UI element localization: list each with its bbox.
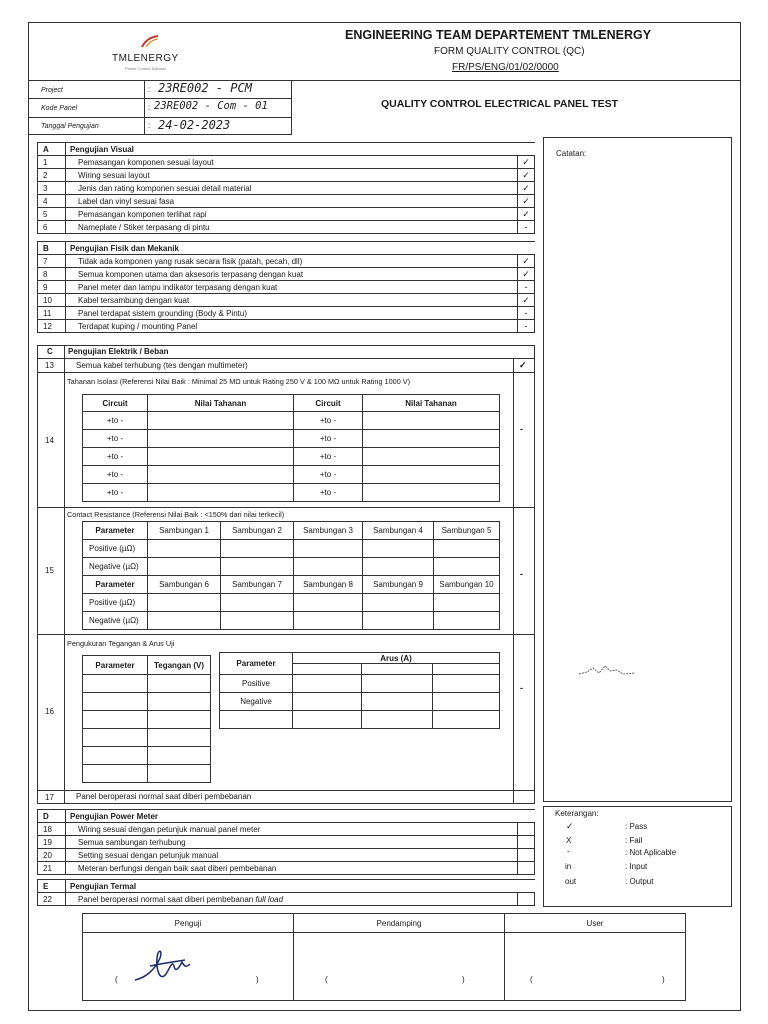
section-letter: D — [38, 810, 66, 823]
legend-symbol: in — [565, 862, 572, 871]
section-letter: A — [38, 143, 66, 156]
item-number: 14 — [45, 436, 54, 445]
section-letter: C — [47, 347, 53, 356]
table-row: 6 Nameplate / Stiker terpasang di pintu - — [38, 221, 535, 234]
table-row: 8 Semua komponen utama dan aksesoris terpasang dengan kuat ✓ — [38, 268, 535, 281]
check-mark: - — [520, 569, 523, 579]
table-row: 2 Wiring sesuai layout ✓ — [38, 169, 535, 182]
item-text: Semua kabel terhubung (tes dengan multimeter) — [76, 361, 248, 370]
logo-tagline: Power Control Solution — [125, 66, 166, 71]
check-mark: ✓ — [519, 360, 527, 370]
table-row: 1 Pemasangan komponen sesuai layout ✓ — [38, 156, 535, 169]
legend-desc: : Output — [625, 877, 654, 886]
check-mark: ✓ — [518, 255, 535, 268]
form-title: FORM QUALITY CONTROL (QC) — [434, 46, 585, 57]
scribble-mark — [577, 658, 637, 685]
check-mark: - — [518, 307, 535, 320]
legend-symbol: out — [565, 877, 577, 886]
paren-open: ( — [115, 975, 118, 984]
signature-penguji — [130, 940, 210, 993]
item-number: 17 — [45, 793, 54, 802]
table-row: 11 Panel terdapat sistem grounding (Body & Pintu) - — [38, 307, 535, 320]
table-row: +to - +to - — [83, 430, 500, 448]
form-code: FR/PS/ENG/01/02/0000 — [452, 62, 559, 73]
section-d-table — [37, 809, 535, 875]
date-label: Tanggal Pengujian — [41, 123, 99, 130]
item-number: 13 — [45, 361, 54, 370]
item-number: 15 — [45, 566, 54, 575]
table-row: +to - +to - — [83, 412, 500, 430]
legend-symbol: X — [566, 836, 572, 845]
table-row: +to - +to - — [83, 484, 500, 502]
check-mark: ✓ — [518, 294, 535, 307]
item-text: Panel beroperasi normal saat diberi pembebanan — [76, 792, 252, 801]
table-row: 20 Setting sesuai dengan petunjuk manual — [38, 849, 535, 862]
table-row: +to - +to - — [83, 448, 500, 466]
check-mark: - — [520, 683, 523, 693]
section-title: Pengujian Visual — [66, 143, 535, 156]
catatan-label: Catatan: — [556, 149, 587, 158]
pendamping-label: Pendamping — [294, 914, 505, 933]
item-number: 16 — [45, 707, 54, 716]
paren-close: ) — [662, 975, 665, 984]
table-row: Positive — [220, 675, 500, 693]
section-title: Pengujian Termal — [66, 880, 535, 893]
item-title: Contact Resistance (Referensi Nilai Baik : <150% dari nilai terkecil) — [67, 510, 285, 519]
table-row: Negative (µΩ) — [83, 558, 500, 576]
item-title: Tahanan Isolasi (Referensi Nilai Baik : Minimal 25 MΩ untuk Rating 250 V & 100 MΩ untuk Rating 1000 V) — [67, 377, 411, 386]
catatan-box — [543, 137, 732, 802]
table-row: 4 Label dan vinyl sesuai fasa ✓ — [38, 195, 535, 208]
section-a-header — [38, 143, 535, 156]
check-mark: ✓ — [518, 169, 535, 182]
table-row: 21 Meteran berfungsi dengan baik saat diberi pembebanan — [38, 862, 535, 875]
item-title: Pengukuran Tegangan & Arus Uji — [67, 639, 175, 648]
check-mark: - — [518, 320, 535, 333]
info-colon: : — [148, 121, 151, 130]
check-mark: - — [520, 424, 523, 434]
table-row: Negative — [220, 693, 500, 711]
table-row: 3 Jenis dan rating komponen sesuai detail material ✓ — [38, 182, 535, 195]
section-a-table — [37, 142, 535, 234]
paren-close: ) — [256, 975, 259, 984]
legend-symbol: - — [567, 847, 570, 856]
keterangan-title: Keterangan: — [555, 809, 599, 818]
paren-open: ( — [325, 975, 328, 984]
table-header: Parameter Sambungan 6 Sambungan 7 Sambungan 8 Sambungan 9 Sambungan 10 — [83, 576, 500, 594]
check-mark: - — [518, 221, 535, 234]
voltage-table — [82, 655, 211, 783]
section-b-table — [37, 241, 535, 333]
section-d-header — [38, 810, 535, 823]
paren-close: ) — [462, 975, 465, 984]
date-value: 24-02-2023 — [158, 118, 231, 132]
table-header: Parameter Tegangan (V) — [83, 656, 211, 675]
legend-symbol: ✓ — [566, 821, 574, 831]
info-colon: : — [148, 85, 151, 94]
panel-label: Kode Panel — [41, 105, 78, 112]
legend-desc: : Not Aplicable — [625, 848, 677, 857]
check-mark: ✓ — [518, 208, 535, 221]
contact-resistance-table — [82, 521, 500, 630]
legend-desc: : Pass — [625, 822, 648, 831]
section-title: Pengujian Power Meter — [66, 810, 535, 823]
check-mark: ✓ — [518, 156, 535, 169]
legend-desc: : Fail — [625, 836, 643, 845]
table-row: 10 Kabel tersambung dengan kuat ✓ — [38, 294, 535, 307]
doc-title: QUALITY CONTROL ELECTRICAL PANEL TEST — [381, 98, 619, 110]
table-header: Circuit Nilai Tahanan Circuit Nilai Tahanan — [83, 395, 500, 412]
check-mark: - — [518, 281, 535, 294]
check-mark: ✓ — [518, 182, 535, 195]
insulation-table — [82, 394, 500, 502]
project-value: 23RE002 - PCM — [158, 81, 252, 95]
section-e-table — [37, 879, 535, 906]
table-row: 19 Semua sambungan terhubung — [38, 836, 535, 849]
check-mark: ✓ — [518, 195, 535, 208]
table-header — [83, 914, 686, 933]
legend-desc: : Input — [625, 862, 648, 871]
user-label: User — [505, 914, 686, 933]
logo-brand: TMLENERGY — [112, 53, 179, 64]
table-row: Negative (µΩ) — [83, 612, 500, 630]
table-row: 18 Wiring sesuai dengan petunjuk manual panel meter — [38, 823, 535, 836]
table-row: 9 Panel meter dan lampu indikator terpasang dengan kuat - — [38, 281, 535, 294]
section-title: Pengujian Fisik dan Mekanik — [66, 242, 535, 255]
table-row: 22 Panel beroperasi normal saat diberi pembebanan full load — [38, 893, 535, 906]
table-header: Parameter Sambungan 1 Sambungan 2 Sambungan 3 Sambungan 4 Sambungan 5 — [83, 522, 500, 540]
current-table — [219, 652, 500, 729]
section-b-header — [38, 242, 535, 255]
table-row: Positive (µΩ) — [83, 540, 500, 558]
table-header: Parameter Arus (A) — [220, 653, 500, 664]
section-e-header — [38, 880, 535, 893]
check-mark: ✓ — [518, 268, 535, 281]
table-row: 12 Terdapat kuping / mounting Panel - — [38, 320, 535, 333]
table-row: 7 Tidak ada komponen yang rusak secara fisik (patah, pecah, dll) ✓ — [38, 255, 535, 268]
panel-value: 23RE002 - Com - 01 — [154, 100, 268, 112]
table-row: +to - +to - — [83, 466, 500, 484]
info-colon: : — [148, 103, 151, 112]
logo-icon — [140, 35, 160, 54]
section-letter: E — [38, 880, 66, 893]
section-letter: B — [38, 242, 66, 255]
section-title: Pengujian Elektrik / Beban — [68, 347, 169, 356]
table-row: 5 Pemasangan komponen terlihat rapi ✓ — [38, 208, 535, 221]
penguji-label: Penguji — [83, 914, 294, 933]
paren-open: ( — [530, 975, 533, 984]
table-row: Positive (µΩ) — [83, 594, 500, 612]
company-title: ENGINEERING TEAM DEPARTEMENT TMLENERGY — [345, 28, 652, 42]
project-label: Project — [41, 87, 63, 94]
